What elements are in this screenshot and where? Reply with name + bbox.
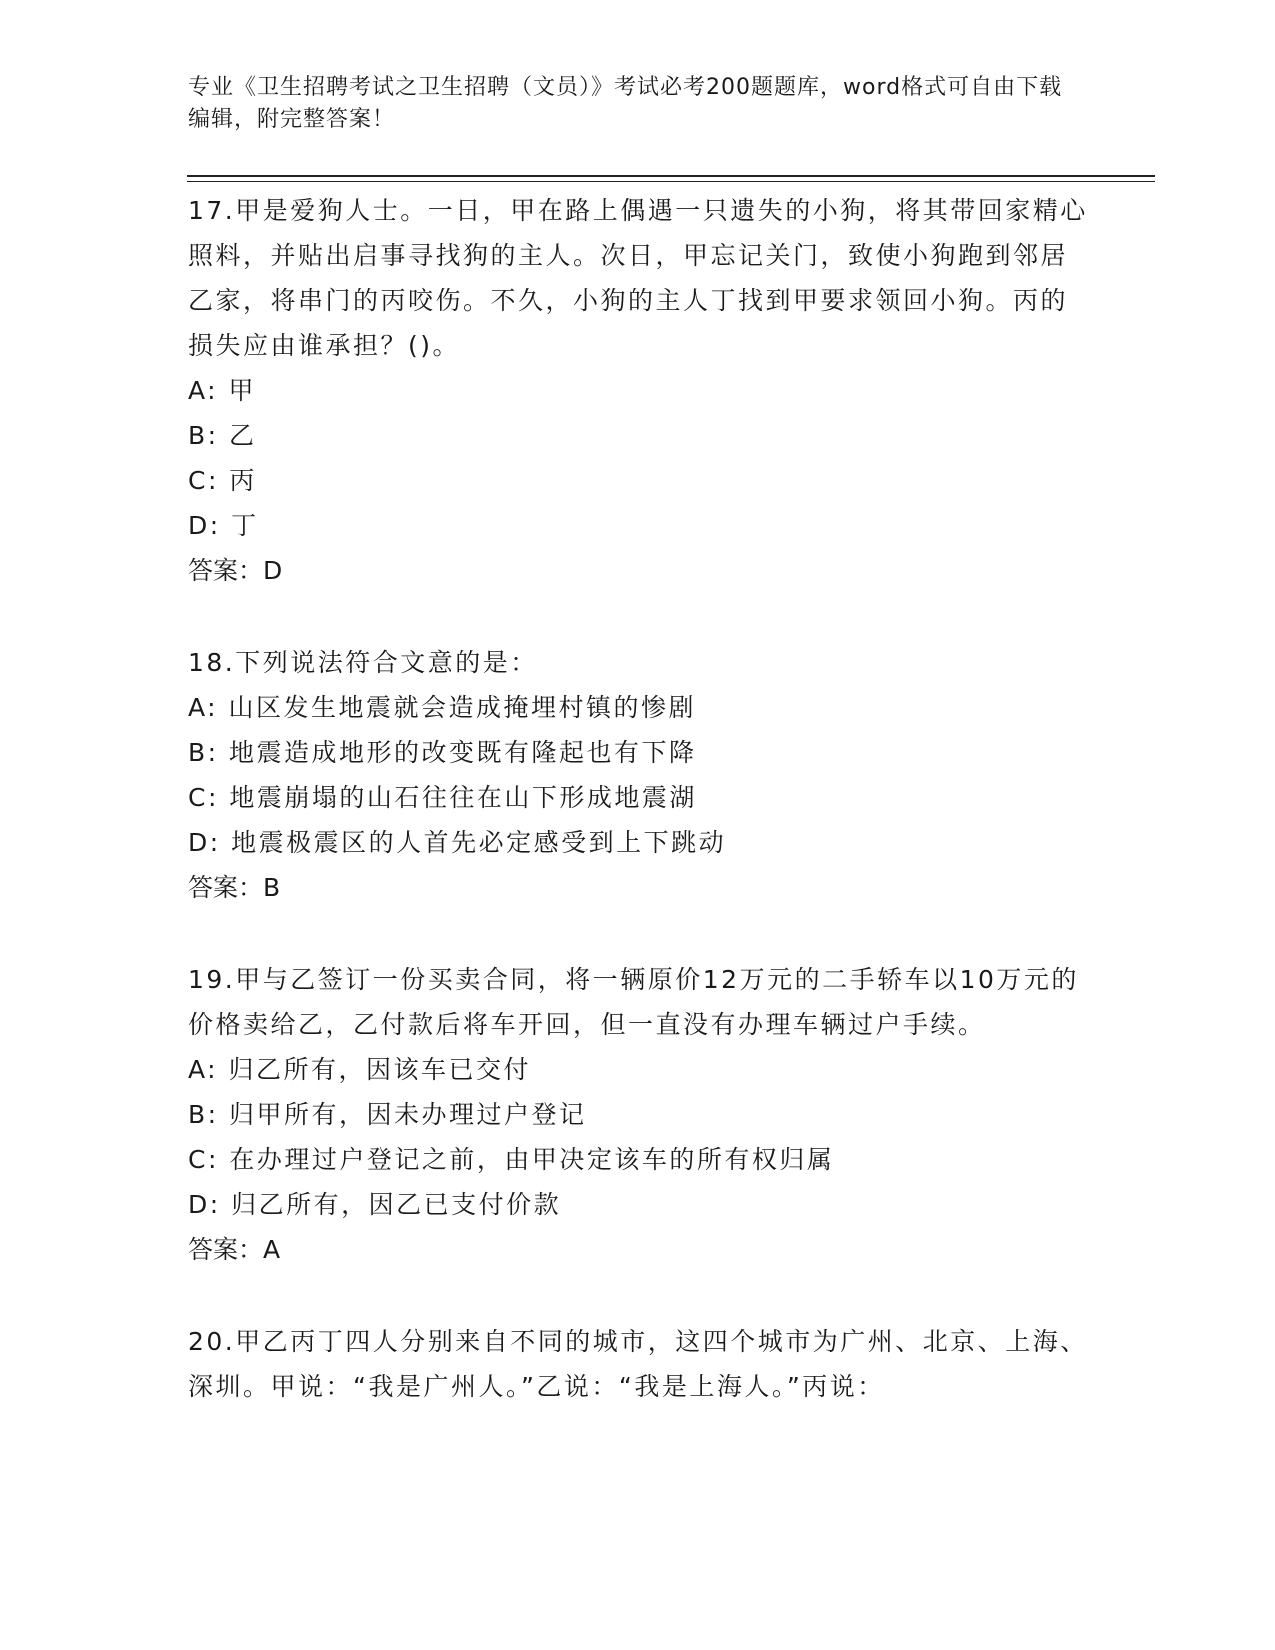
option-c: C: 在办理过户登记之前，由甲决定该车的所有权归属 (188, 1145, 835, 1174)
option-d: D: 丁 (188, 511, 259, 540)
answer: 答案：D (188, 556, 283, 585)
option-c: C: 地震崩塌的山石往往在山下形成地震湖 (188, 783, 697, 812)
question-stem: 20.甲乙丙丁四人分别来自不同的城市，这四个城市为广州、北京、上海、深圳。甲说：“我是广州人。”乙说：“我是上海人。”丙说： (188, 1327, 1088, 1401)
question-stem: 17.甲是爱狗人士。一日，甲在路上偶遇一只遗失的小狗，将其带回家精心照料，并贴出启事寻找狗的主人。次日，甲忘记关门，致使小狗跑到邻居乙家，将串门的丙咬伤。不久，小狗的主人丁找到甲要求领回小狗。丙的损失应由谁承担？()。 (188, 196, 1088, 360)
option-c: C: 丙 (188, 466, 257, 495)
option-d: D: 地震极震区的人首先必定感受到上下跳动 (188, 828, 727, 857)
question-list (188, 188, 1088, 1456)
question-20 (188, 1319, 1088, 1409)
option-b: B: 乙 (188, 421, 257, 450)
option-d: D: 归乙所有，因乙已支付价款 (188, 1190, 562, 1219)
option-a: A: 归乙所有，因该车已交付 (188, 1055, 532, 1084)
question-17 (188, 188, 1088, 593)
question-stem: 19.甲与乙签订一份买卖合同，将一辆原价12万元的二手轿车以10万元的价格卖给乙，乙付款后将车开回，但一直没有办理车辆过户手续。 (188, 965, 1079, 1039)
question-stem: 18.下列说法符合文意的是： (188, 648, 538, 677)
header-divider (187, 175, 1155, 177)
document-header: 专业《卫生招聘考试之卫生招聘（文员）》考试必考200题题库，word格式可自由下载编辑，附完整答案！ (188, 75, 1063, 132)
header-divider-thin (187, 181, 1155, 182)
option-b: B: 地震造成地形的改变既有隆起也有下降 (188, 738, 697, 767)
option-a: A: 甲 (188, 376, 257, 405)
answer: 答案：A (188, 1235, 281, 1264)
question-19 (188, 957, 1088, 1272)
question-18 (188, 640, 1088, 910)
answer: 答案：B (188, 873, 281, 902)
option-b: B: 归甲所有，因未办理过户登记 (188, 1100, 587, 1129)
option-a: A: 山区发生地震就会造成掩埋村镇的惨剧 (188, 693, 697, 722)
